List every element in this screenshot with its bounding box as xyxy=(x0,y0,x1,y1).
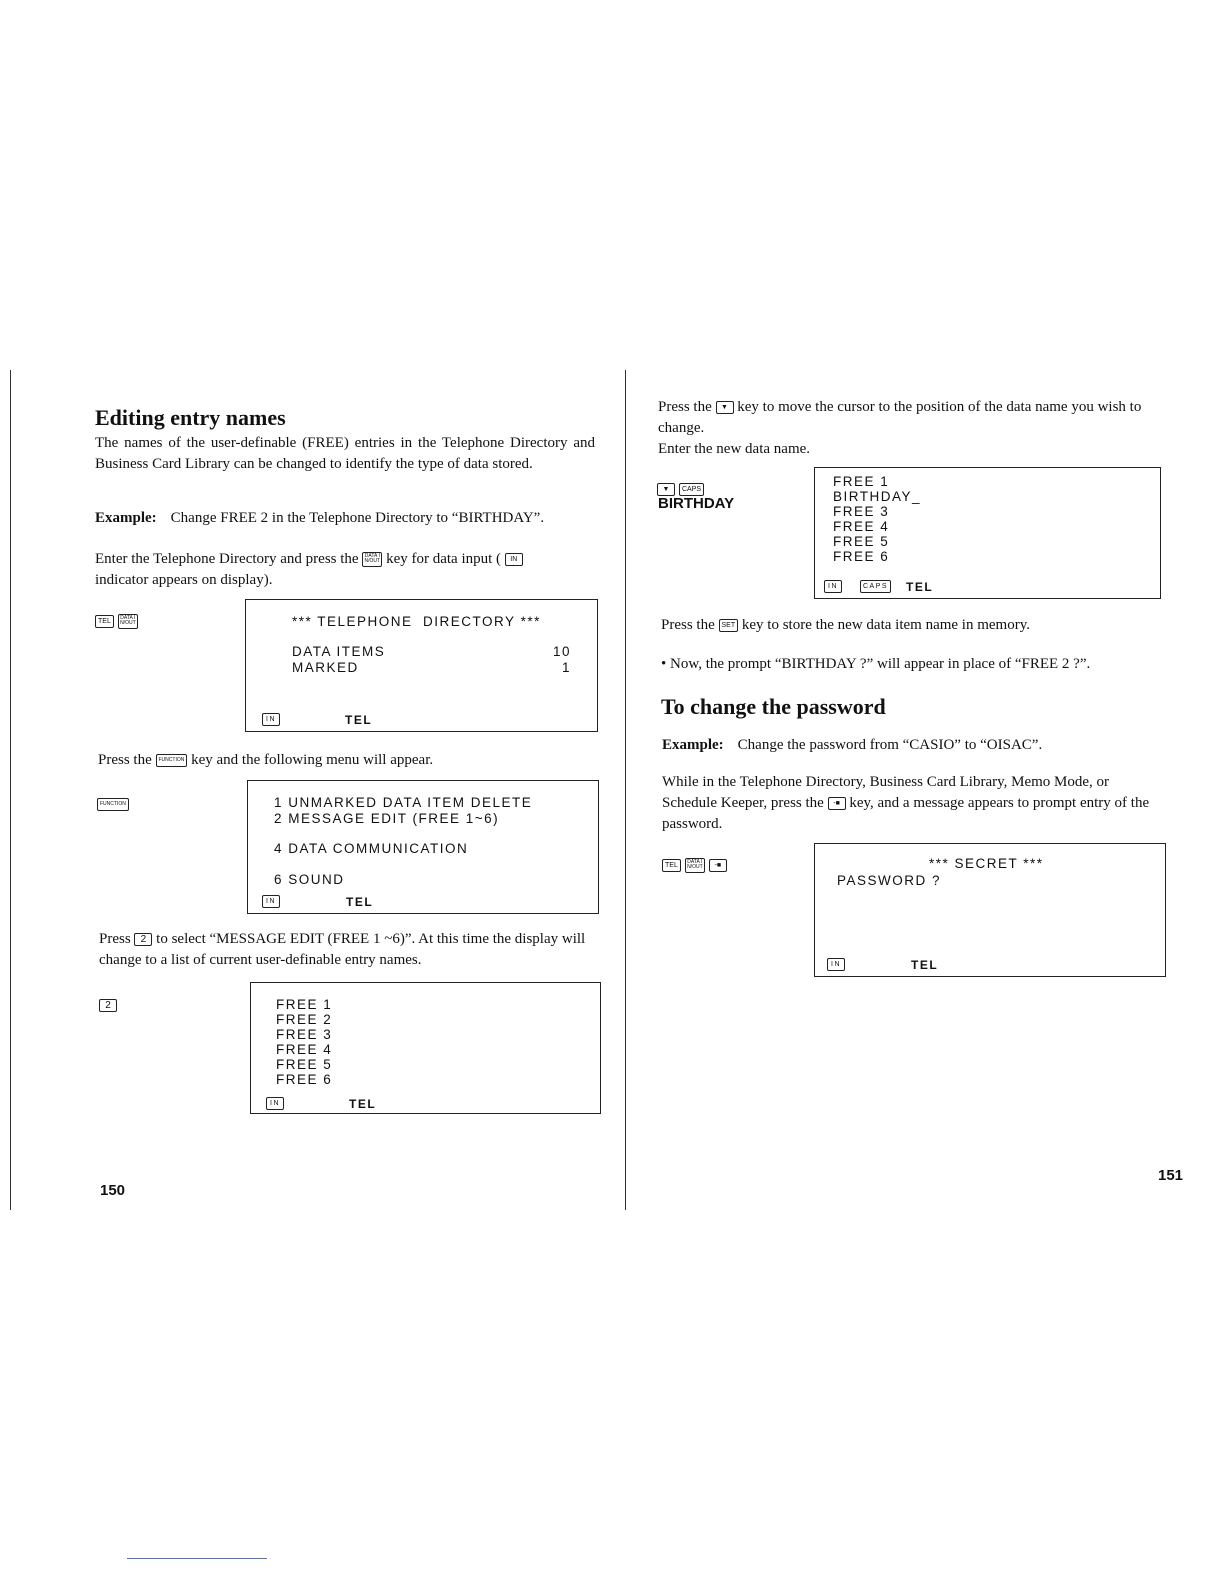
entry-name-edited: BIRTHDAY_ xyxy=(833,489,922,504)
caps-key-icon: CAPS xyxy=(679,483,704,496)
entry-name: FREE 1 xyxy=(833,474,890,489)
lcd-display-secret xyxy=(814,843,1166,977)
text: While in the Telephone Directory, Business Card Library, Memo Mode, or Schedule Keeper, press the xyxy=(662,774,1110,811)
example-label: Example: xyxy=(95,510,157,526)
entry-name: FREE 4 xyxy=(833,519,890,534)
footer-line xyxy=(127,1558,267,1559)
data-items-label: DATA ITEMS xyxy=(292,644,386,659)
center-gutter-rule xyxy=(625,370,626,1210)
data-items-value: 10 xyxy=(552,644,571,659)
display-title: *** SECRET *** xyxy=(929,856,1044,871)
text: key to store the new data item name in memory. xyxy=(741,617,1030,633)
two-key-icon: 2 xyxy=(99,999,117,1012)
left-margin-rule xyxy=(10,370,11,1210)
entry-name: FREE 5 xyxy=(833,534,890,549)
example-line xyxy=(95,508,605,529)
secret-key-icon: -■ xyxy=(709,859,727,872)
example-text: Change the password from “CASIO” to “OISAC”. xyxy=(737,737,1043,753)
key-sequence-1 xyxy=(95,612,138,630)
down-arrow-key-icon: ▼ xyxy=(657,483,675,496)
menu-item: 2 MESSAGE EDIT (FREE 1~6) xyxy=(274,811,500,826)
data-in-key-icon: DATA IN/OUT xyxy=(685,858,705,873)
section-title: Editing entry names xyxy=(95,405,286,430)
key-sequence-2 xyxy=(97,795,129,813)
in-indicator-icon: IN xyxy=(824,580,842,593)
text: Press the xyxy=(661,617,715,633)
key-sequence-3 xyxy=(99,996,117,1014)
step4-paragraph xyxy=(658,397,1163,460)
text: Press xyxy=(99,931,131,947)
caps-indicator-icon: CAPS xyxy=(860,580,891,593)
two-key-icon: 2 xyxy=(134,933,152,946)
entry-name: FREE 1 xyxy=(276,997,333,1012)
example-line xyxy=(662,735,1167,756)
entry-name: FREE 4 xyxy=(276,1042,333,1057)
intro-paragraph: The names of the user-definable (FREE) entries in the Telephone Directory and Business Card Library can be changed to identify the type of data stored. xyxy=(95,435,595,472)
lcd-display-telephone-directory xyxy=(245,599,598,732)
in-indicator-icon: IN xyxy=(505,553,523,566)
entry-name: FREE 6 xyxy=(833,549,890,564)
page-number: 151 xyxy=(1158,1167,1184,1184)
tel-key-icon: TEL xyxy=(95,615,114,628)
entry-name: FREE 6 xyxy=(276,1072,333,1087)
tel-key-icon: TEL xyxy=(662,859,681,872)
in-indicator-icon: IN xyxy=(827,958,845,971)
in-indicator-icon: IN xyxy=(262,895,280,908)
text: indicator appears on display). xyxy=(95,572,273,588)
text: to select “MESSAGE EDIT (FREE 1 ~6)”. At this time the display will change to a list of current user-definable entry names. xyxy=(99,931,586,968)
text: Press the xyxy=(658,399,712,415)
text: key, and a message appears to prompt entry of the password. xyxy=(662,795,1150,832)
tel-indicator: TEL xyxy=(345,713,373,727)
display-title: *** TELEPHONE DIRECTORY *** xyxy=(292,614,541,629)
menu-item: 4 DATA COMMUNICATION xyxy=(274,841,469,856)
down-arrow-key-icon: ▼ xyxy=(716,401,734,414)
function-key-icon: FUNCTION xyxy=(97,798,129,811)
page-number: 150 xyxy=(100,1182,126,1199)
text: Enter the new data name. xyxy=(658,441,811,457)
marked-value: 1 xyxy=(561,660,571,675)
lcd-display-free-list xyxy=(250,982,601,1114)
tel-indicator: TEL xyxy=(349,1097,377,1111)
step3-paragraph xyxy=(99,929,601,971)
example-label: Example: xyxy=(662,737,724,753)
text: key and the following menu will appear. xyxy=(191,752,434,768)
marked-label: MARKED xyxy=(292,660,359,675)
entry-name: FREE 5 xyxy=(276,1057,333,1072)
entry-name: FREE 3 xyxy=(833,504,890,519)
entry-name: FREE 3 xyxy=(276,1027,333,1042)
in-indicator-icon: IN xyxy=(262,713,280,726)
menu-item: 1 UNMARKED DATA ITEM DELETE xyxy=(274,795,533,810)
lcd-display-edited-list xyxy=(814,467,1161,599)
section-title: To change the password xyxy=(661,694,886,719)
password-prompt: PASSWORD ? xyxy=(837,873,942,888)
bullet-note: • Now, the prompt “BIRTHDAY ?” will appear in place of “FREE 2 ?”. xyxy=(661,656,1091,672)
set-key-icon: SET xyxy=(719,619,739,632)
text: Press the xyxy=(98,752,152,768)
tel-indicator: TEL xyxy=(911,958,939,972)
data-in-key-icon: DATA IN/OUT xyxy=(362,552,382,567)
step5-paragraph xyxy=(661,615,1166,636)
tel-indicator: TEL xyxy=(906,580,934,594)
key-sequence-5 xyxy=(662,856,727,874)
menu-item: 6 SOUND xyxy=(274,872,345,887)
tel-indicator: TEL xyxy=(346,895,374,909)
secret-key-icon: -■ xyxy=(828,797,846,810)
step1-paragraph xyxy=(95,549,600,591)
lcd-display-function-menu xyxy=(247,780,599,914)
entry-name: FREE 2 xyxy=(276,1012,333,1027)
example-text: Change FREE 2 in the Telephone Directory to “BIRTHDAY”. xyxy=(170,510,545,526)
text: key to move the cursor to the position of the data name you wish to change. xyxy=(658,399,1142,436)
in-indicator-icon: IN xyxy=(266,1097,284,1110)
function-key-icon: FUNCTION xyxy=(156,754,188,767)
data-in-key-icon: DATA IN/OUT xyxy=(118,614,138,629)
step2-paragraph xyxy=(98,750,598,771)
typed-text-birthday: BIRTHDAY xyxy=(658,495,735,512)
text: key for data input ( xyxy=(386,551,502,567)
step6-paragraph xyxy=(662,772,1164,835)
text: Enter the Telephone Directory and press the xyxy=(95,551,359,567)
